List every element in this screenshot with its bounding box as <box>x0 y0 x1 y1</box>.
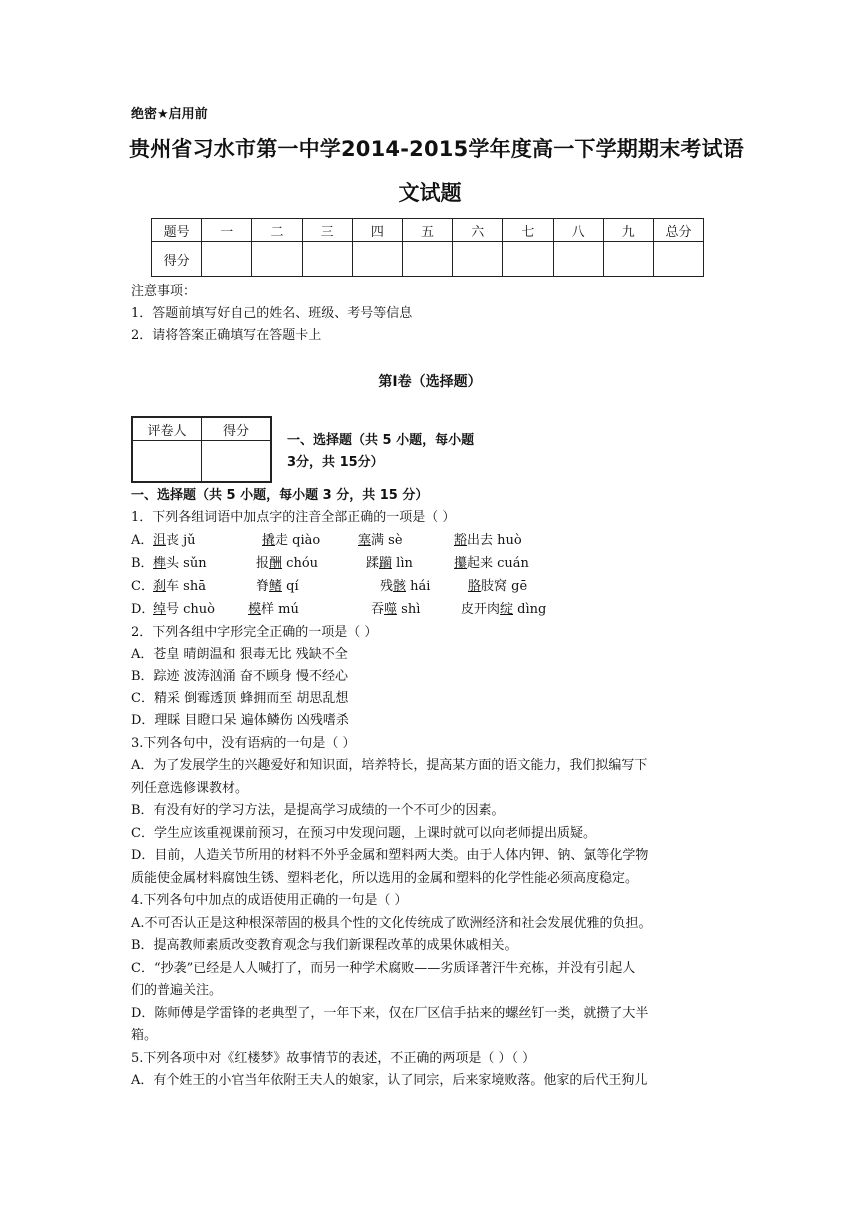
score-header-cell: 题号 <box>152 219 202 242</box>
dotted-char: 噬 <box>384 602 398 617</box>
dotted-char: 酬 <box>269 556 283 571</box>
q3-option-a-line1: A．为了发展学生的兴趣爱好和知识面，培养特长，提高某方面的语文能力，我们拟编写下 <box>131 758 648 773</box>
option-text: lìn <box>392 556 413 571</box>
q3-option-a-line2: 列任意选修课教材。 <box>131 781 249 796</box>
q4-stem: 4.下列各句中加点的成语使用正确的一句是（ ） <box>131 893 408 908</box>
note-item: 1．答题前填写好自己的姓名、班级、考号等信息 <box>131 306 413 321</box>
section-title: 第I卷（选择题） <box>378 374 482 390</box>
q4-option-d-line2: 箱。 <box>131 1028 158 1043</box>
part-title: 一、选择题（共 5 小题，每小题 3 分，共 15 分） <box>131 488 429 503</box>
dotted-char: 沮 <box>153 533 167 548</box>
confidential-label: 绝密★启用前 <box>131 107 208 122</box>
score-table <box>151 218 704 277</box>
score-header-cell: 八 <box>553 219 603 242</box>
dotted-char: 豁 <box>454 533 468 548</box>
notes-heading: 注意事项： <box>131 284 197 299</box>
dotted-char: 刹 <box>153 579 167 594</box>
option-letter: B． <box>131 556 154 571</box>
q4-option-d-line1: D．陈师傅是学雷锋的老典型了，一年下来，仅在厂区信手拈来的螺丝钉一类，就攒了大半 <box>131 1006 649 1021</box>
q3-option-b: B．有没有好的学习方法，是提高学习成绩的一个不可少的因素。 <box>131 803 505 818</box>
q2-option-a: A．苍皇 晴朗温和 狠毒无比 残缺不全 <box>131 647 348 662</box>
score-cell <box>302 242 352 277</box>
grader-table <box>131 416 272 483</box>
score-row-label: 得分 <box>152 242 202 277</box>
q1-stem: 1．下列各组词语中加点字的注音全部正确的一项是（ ） <box>131 510 456 525</box>
dotted-char: 骸 <box>393 579 407 594</box>
option-text: 蹂 <box>366 556 380 571</box>
q4-option-c-line2: 们的普遍关注。 <box>131 983 223 998</box>
q4-option-b: B．提高教师素质改变教育观念与我们新课程改革的成果休戚相关。 <box>131 938 518 953</box>
grader-cell <box>132 441 202 483</box>
option-text: 残 <box>380 579 394 594</box>
option-text: shì <box>397 602 421 617</box>
dotted-char: 绽 <box>500 602 514 617</box>
q5-stem: 5.下列各项中对《红楼梦》故事情节的表述，不正确的两项是（ ）（ ） <box>131 1051 536 1066</box>
part-heading-line2: 3分，共 15分） <box>287 455 384 470</box>
q4-option-c-line1: C．“抄袭”已经是人人喊打了，而另一种学术腐败——劣质译著汗牛充栋，并没有引起人 <box>131 961 636 976</box>
dotted-char: 胳 <box>468 579 482 594</box>
score-cell <box>553 242 603 277</box>
dotted-char: 鳍 <box>269 579 283 594</box>
option-letter: D． <box>131 602 155 617</box>
option-text: 满 sè <box>371 533 403 548</box>
q4-option-a: A.不可否认正是这种根深蒂固的极具个性的文化传统成了欧洲经济和社会发展优雅的负担。 <box>131 916 652 931</box>
score-cell <box>352 242 402 277</box>
score-cell <box>603 242 653 277</box>
score-cell <box>202 242 252 277</box>
dotted-char: 躏 <box>379 556 393 571</box>
option-text: 出去 huò <box>467 533 522 548</box>
option-text: dìng <box>513 602 547 617</box>
q3-stem: 3.下列各句中，没有语病的一句是（ ） <box>131 736 356 751</box>
grader-header: 评卷人 <box>132 417 202 441</box>
score-header-cell: 三 <box>302 219 352 242</box>
dotted-char: 模 <box>248 602 262 617</box>
option-text: 走 qiào <box>275 533 321 548</box>
option-text: 皮开肉 <box>461 602 501 617</box>
q3-option-d-line1: D．目前，人造关节所用的材料不外乎金属和塑料两大类。由于人体内钾、钠、氯等化学物 <box>131 848 649 863</box>
q3-option-c: C．学生应该重视课前预习，在预习中发现问题，上课时就可以向老师提出质疑。 <box>131 826 596 841</box>
exam-title-line2: 文试题 <box>398 181 462 205</box>
score-table-score-row <box>152 242 704 277</box>
q2-option-b: B．踪迹 波涛汹涌 奋不顾身 慢不经心 <box>131 669 348 684</box>
q3-option-d-line2: 质能使金属材料腐蚀生锈、塑料老化，所以选用的金属和塑料的化学性能必须高度稳定。 <box>131 871 639 886</box>
q2-option-c: C．精采 倒霉透顶 蜂拥而至 胡思乱想 <box>131 691 349 706</box>
option-text: 丧 jǔ <box>166 533 196 548</box>
score-cell <box>402 242 452 277</box>
option-letter: C． <box>131 579 154 594</box>
option-text: 车 shā <box>166 579 206 594</box>
dotted-char: 攥 <box>454 556 468 571</box>
option-text: 样 mú <box>261 602 299 617</box>
score-cell <box>503 242 553 277</box>
option-text: 脊 <box>256 579 270 594</box>
dotted-char: 塞 <box>358 533 372 548</box>
grader-score-header: 得分 <box>202 417 272 441</box>
option-text: 肢窝 gē <box>481 579 528 594</box>
option-text: 起来 cuán <box>467 556 529 571</box>
option-text: qí <box>282 579 299 594</box>
score-header-cell: 四 <box>352 219 402 242</box>
score-cell <box>453 242 503 277</box>
grader-score-cell <box>202 441 272 483</box>
note-item: 2．请将答案正确填写在答题卡上 <box>131 328 322 343</box>
score-header-cell: 一 <box>202 219 252 242</box>
option-text: 号 chuò <box>166 602 216 617</box>
score-header-cell: 七 <box>503 219 553 242</box>
score-header-cell: 总分 <box>653 219 703 242</box>
dotted-char: 绰 <box>153 602 167 617</box>
option-text: chóu <box>282 556 319 571</box>
part-heading-box <box>287 430 474 474</box>
option-letter: A． <box>131 533 154 548</box>
score-cell <box>653 242 703 277</box>
option-text: 头 sǔn <box>166 556 207 571</box>
score-table-header-row <box>152 219 704 242</box>
dotted-char: 撬 <box>262 533 276 548</box>
score-header-cell: 五 <box>402 219 452 242</box>
q2-option-d: D．理睬 目瞪口呆 遍体鳞伤 凶残嗜杀 <box>131 713 349 728</box>
score-header-cell: 九 <box>603 219 653 242</box>
q2-stem: 2．下列各组中字形完全正确的一项是（ ） <box>131 625 378 640</box>
exam-title-line1: 贵州省习水市第一中学2014-2015学年度高一下学期期末考试语 <box>129 137 745 161</box>
part-heading-line1: 一、选择题（共 5 小题，每小题 <box>287 433 475 448</box>
option-text: 报 <box>256 556 270 571</box>
score-cell <box>252 242 302 277</box>
dotted-char: 榫 <box>153 556 167 571</box>
q5-option-a-line1: A．有个姓王的小官当年依附王夫人的娘家，认了同宗，后来家境败落。他家的后代王狗儿 <box>131 1073 648 1088</box>
score-header-cell: 六 <box>453 219 503 242</box>
score-header-cell: 二 <box>252 219 302 242</box>
option-text: 吞 <box>371 602 385 617</box>
option-text: hái <box>406 579 431 594</box>
